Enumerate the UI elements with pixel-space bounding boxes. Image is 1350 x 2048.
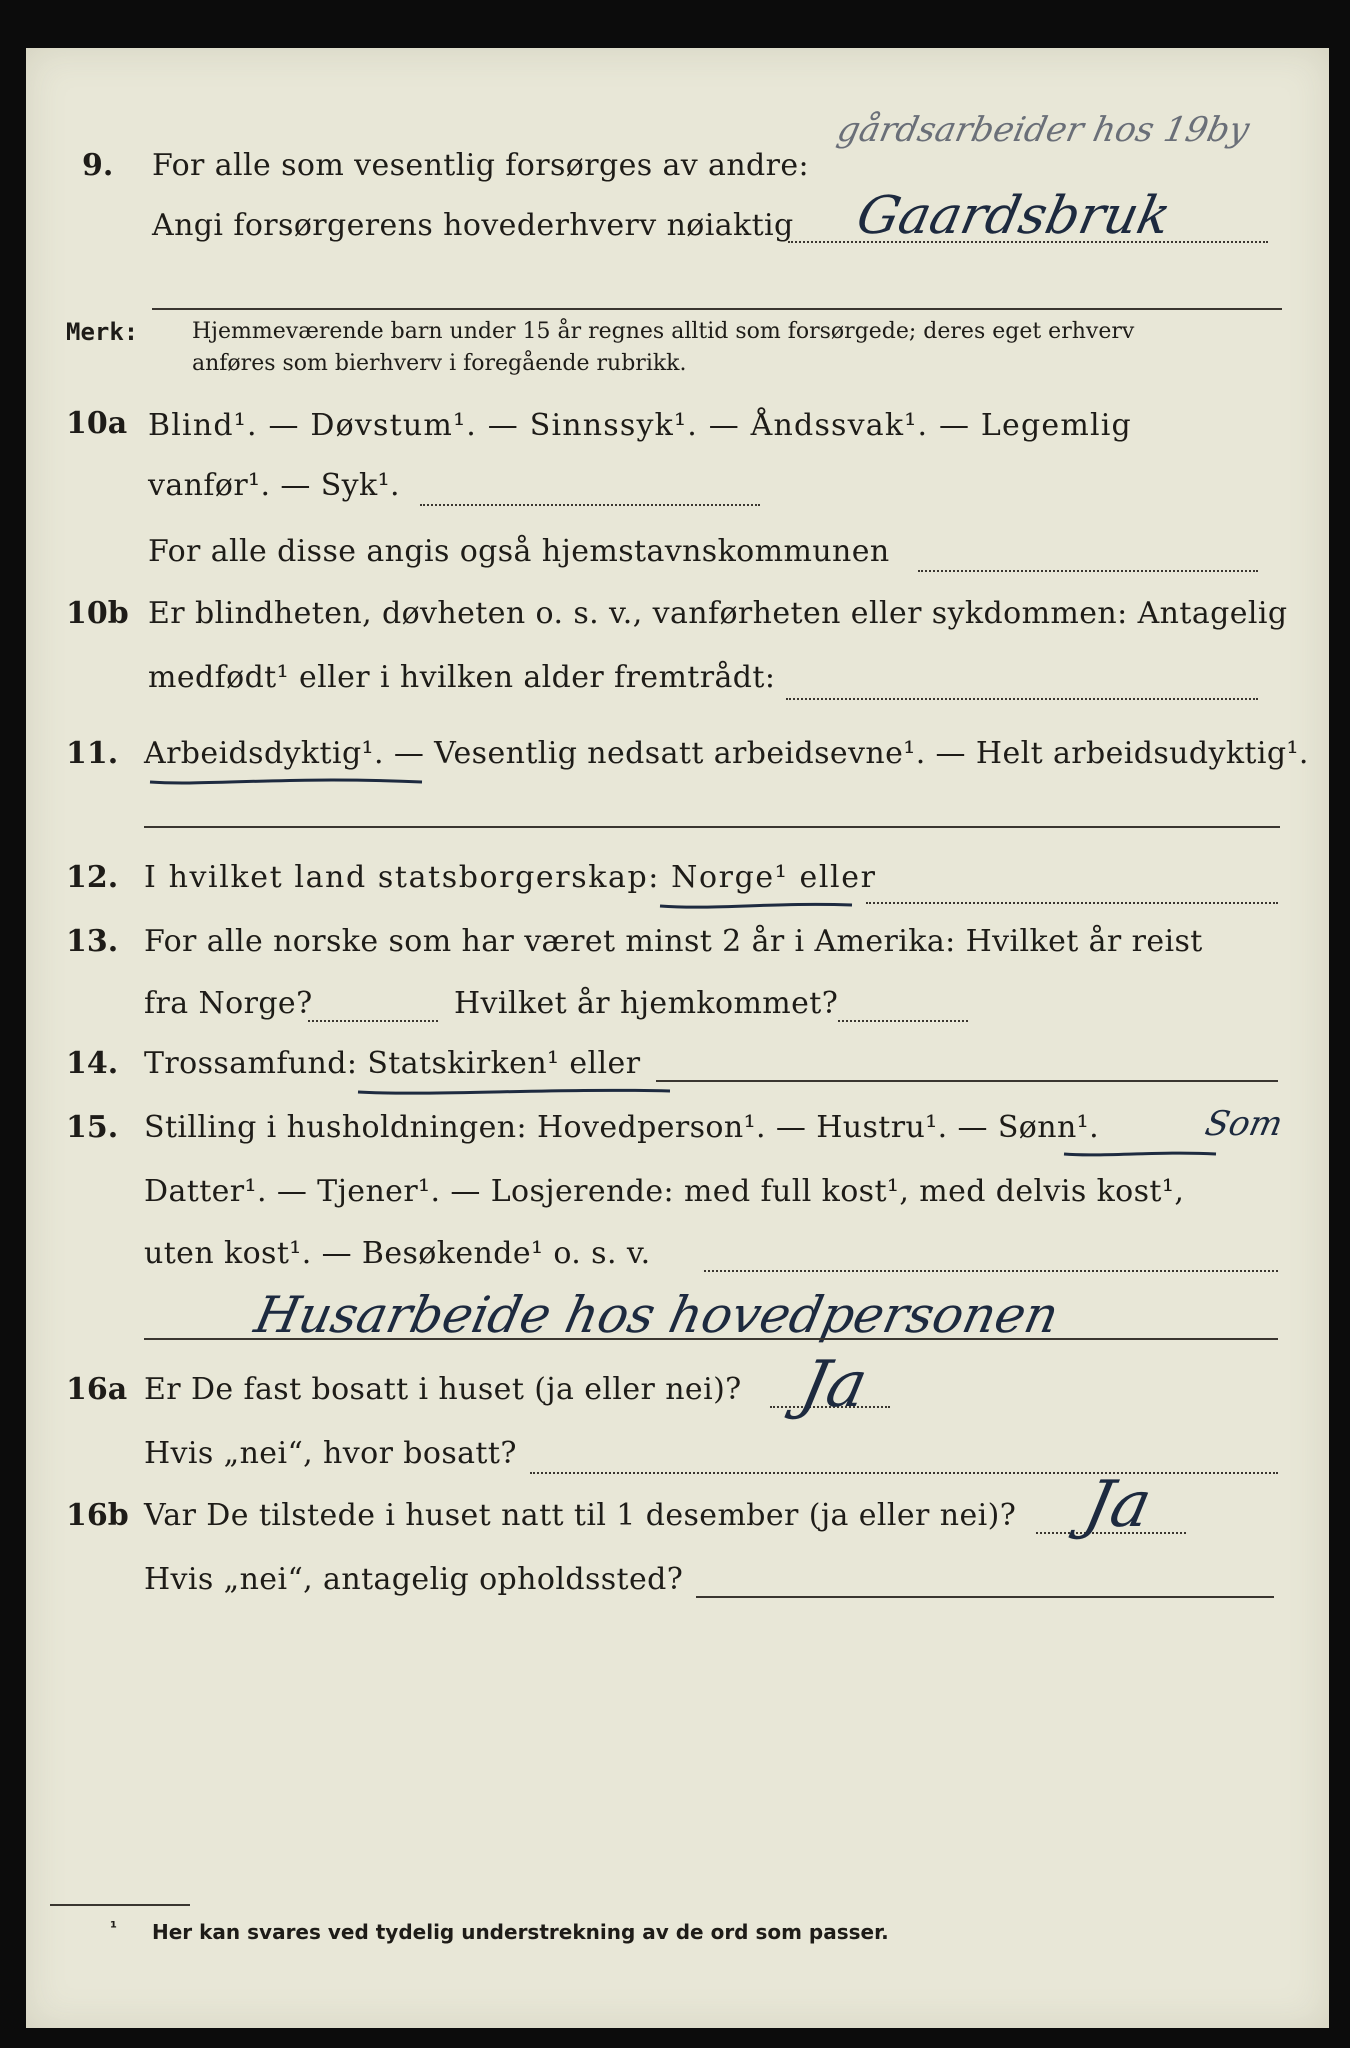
q9-handwritten-note: gårdsarbeider hos 19by: [833, 110, 1253, 150]
q13-line2a: fra Norge?: [144, 986, 313, 1021]
q10a-line1: Blind¹. — Døvstum¹. — Sinnssyk¹. — Åndssvak¹. — Legemlig: [148, 408, 1132, 443]
q14-handwritten-underline: [354, 1082, 674, 1100]
q15-blank-line: [144, 1338, 1278, 1340]
q16a-number: 16a: [66, 1372, 128, 1407]
q15-line3: uten kost¹. — Besøkende¹ o. s. v.: [144, 1236, 651, 1271]
census-form-page: [26, 48, 1329, 2028]
q14-answer-line: [656, 1080, 1278, 1082]
q10b-number: 10b: [66, 596, 129, 631]
q10b-line2: medfødt¹ eller i hvilken alder fremtrådt:: [148, 660, 776, 695]
footnote-mark: ¹: [110, 1918, 118, 1937]
q15-line2: Datter¹. — Tjener¹. — Losjerende: med full kost¹, med delvis kost¹,: [144, 1174, 1185, 1209]
q11-number: 11.: [66, 736, 119, 771]
q13-number: 13.: [66, 924, 119, 959]
q13-line2b: Hvilket år hjemkommet?: [454, 986, 839, 1021]
q12-answer-line: [866, 902, 1278, 904]
q9-question-line2: Angi forsørgerens hovederhverv nøiaktig: [152, 208, 794, 243]
q11-line1: Arbeidsdyktig¹. — Vesentlig nedsatt arbeidsevne¹. — Helt arbeidsudyktig¹.: [144, 736, 1309, 771]
q10a-number: 10a: [66, 406, 128, 441]
q9-blank-line: [152, 308, 1282, 310]
q16b-answer-line2: [696, 1596, 1274, 1598]
q10b-line1: Er blindheten, døvheten o. s. v., vanførheten eller sykdommen: Antagelig: [148, 596, 1288, 631]
q11-blank-line: [144, 826, 1280, 828]
q12-handwritten-underline: [656, 896, 856, 914]
q16a-line2: Hvis „nei“, hvor bosatt?: [144, 1436, 517, 1471]
q10a-answer-line: [420, 504, 760, 506]
merk-text-line2: anføres som bierhverv i foregående rubrikk.: [192, 351, 687, 376]
q16b-handwritten-answer: Ja: [1078, 1468, 1158, 1542]
q15-handwritten-answer: Husarbeide hos hovedpersonen: [249, 1286, 1064, 1344]
q16b-number: 16b: [66, 1498, 129, 1533]
q15-handwritten-underline: [1060, 1146, 1220, 1162]
merk-label: Merk:: [66, 318, 139, 346]
q13-line1: For alle norske som har været minst 2 år i Amerika: Hvilket år reist: [144, 924, 1203, 959]
q13-departure-year-line: [308, 1020, 438, 1022]
q14-line1: Trossamfund: Statskirken¹ eller: [144, 1046, 641, 1081]
merk-text-line1: Hjemmeværende barn under 15 år regnes alltid som forsørgede; deres eget erhverv: [192, 319, 1135, 344]
q9-handwritten-answer: Gaardsbruk: [851, 186, 1176, 246]
q16b-line2: Hvis „nei“, antagelig opholdssted?: [144, 1562, 684, 1597]
q16b-line1: Var De tilstede i huset natt til 1 desember (ja eller nei)?: [144, 1498, 1017, 1533]
q15-handwritten-margin-note: Som: [1201, 1104, 1287, 1144]
q16a-handwritten-answer: Ja: [794, 1348, 874, 1422]
q13-return-year-line: [838, 1020, 968, 1022]
q14-number: 14.: [66, 1046, 119, 1081]
q16a-residence-line: [530, 1472, 1278, 1474]
q16a-line1: Er De fast bosatt i huset (ja eller nei)?: [144, 1372, 742, 1407]
q10a-line3: For alle disse angis også hjemstavnskommunen: [148, 534, 890, 569]
q10b-answer-line: [786, 698, 1258, 700]
q12-number: 12.: [66, 860, 119, 895]
q10a-line2: vanfør¹. — Syk¹.: [148, 468, 400, 503]
q15-line1: Stilling i husholdningen: Hovedperson¹. — Hustru¹. — Sønn¹.: [144, 1110, 1100, 1145]
q9-number: 9.: [82, 148, 114, 183]
q12-line1: I hvilket land statsborgerskap: Norge¹ eller: [144, 860, 877, 895]
q10a-hometown-line: [918, 570, 1258, 572]
q15-number: 15.: [66, 1110, 119, 1145]
q9-question-line1: For alle som vesentlig forsørges av andre:: [152, 148, 810, 183]
q15-answer-line: [704, 1270, 1278, 1272]
footnote-text: Her kan svares ved tydelig understrekning av de ord som passer.: [152, 1920, 889, 1944]
footnote-separator: [50, 1904, 190, 1906]
q11-handwritten-underline: [146, 770, 426, 792]
